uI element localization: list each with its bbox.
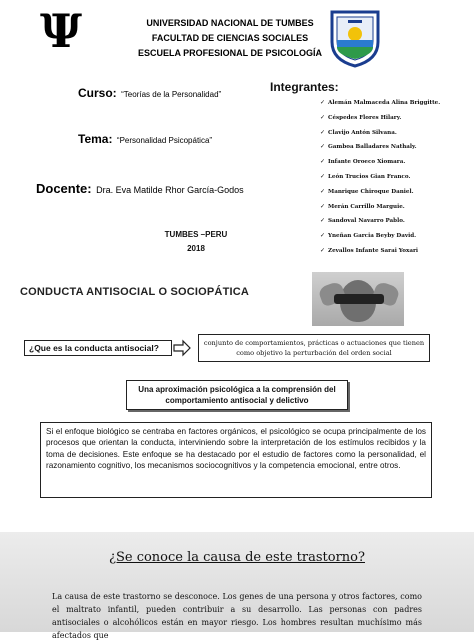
member-name: Manrique Chiroque Daniel. <box>328 188 414 195</box>
member-name: Gamboa Balladares Nathaly. <box>328 144 417 151</box>
slide-title: ¿Se conoce la causa de este trastorno? <box>109 550 365 565</box>
member-name: Céspedes Flores Hilary. <box>328 114 402 121</box>
member-item <box>320 244 440 259</box>
topic-value: “Personalidad Psicopática” <box>116 136 213 145</box>
member-name: Clavijo Antón Silvana. <box>328 129 397 136</box>
member-name: Infante Oroeco Xiomara. <box>328 159 406 166</box>
eye-band-shape <box>334 294 384 304</box>
location-city: TUMBES –PERU <box>164 230 228 239</box>
covered-face-photo <box>312 272 404 326</box>
course-value: “Teorías de la Personalidad” <box>121 90 222 99</box>
member-item <box>320 111 440 126</box>
definition-box: conjunto de comportamientos, prácticas o actuaciones que tienen como objetivo la perturbación del orden social <box>198 334 430 362</box>
course-label: Curso: <box>78 86 117 100</box>
slide-title: CONDUCTA ANTISOCIAL O SOCIOPÁTICA <box>20 286 250 298</box>
member-name: Zevallos Infante Sarai Yoxari <box>328 247 419 254</box>
university-header <box>120 16 340 61</box>
check-icon: ✓ <box>320 128 326 136</box>
member-item <box>320 96 440 111</box>
members-list <box>320 96 440 259</box>
members-title: Integrantes: <box>270 80 339 94</box>
check-icon: ✓ <box>320 187 326 195</box>
teacher-value: Dra. Eva Matilde Rhor García-Godos <box>96 185 244 195</box>
university-name: UNIVERSIDAD NACIONAL DE TUMBES <box>146 18 314 28</box>
member-item <box>320 200 440 215</box>
check-icon: ✓ <box>320 202 326 210</box>
member-item <box>320 155 440 170</box>
member-item <box>320 140 440 155</box>
topic-label: Tema: <box>78 132 113 146</box>
member-item <box>320 185 440 200</box>
member-item <box>320 229 440 244</box>
antisocial-slide <box>0 270 474 522</box>
approach-heading-box: Una aproximación psicológica a la comprensión del comportamiento antisocial y delictivo <box>126 380 348 410</box>
member-item <box>320 170 440 185</box>
member-item <box>320 214 440 229</box>
body-text-box: Si el enfoque biológico se centraba en factores orgánicos, el psicológico se ocupa principalmente de los procesos que orientan la conducta, interviniendo sobre la interpretación de los estímulos recibidos y la toma de decisiones. Este enfoque se ha destacado por el estudio de factores como la personalidad, el razonamiento cognitivo, los mecanismos sociocognitivos y la competencia emocional, entre otros. <box>40 422 432 498</box>
teacher-field <box>36 180 244 198</box>
question-box: ¿Que es la conducta antisocial? <box>24 340 172 356</box>
check-icon: ✓ <box>320 158 326 166</box>
arrow-right-icon <box>172 338 192 358</box>
body-paragraph: La causa de este trastorno se desconoce. Los genes de una persona y otros factores, como el maltrato infantil, pueden contribuir a su desarrollo. Las personas con padres antisociales o alcohólicos están en mayor riesgo. Los hombres resultan muchísimo más afectados que <box>52 592 422 640</box>
check-icon: ✓ <box>320 217 326 225</box>
school-name: ESCUELA PROFESIONAL DE PSICOLOGÍA <box>137 48 323 58</box>
member-name: Merán Carrillo Marguie. <box>328 203 405 210</box>
check-icon: ✓ <box>320 113 326 121</box>
teacher-label: Docente: <box>36 181 92 196</box>
course-field <box>78 84 221 102</box>
psi-logo-icon: Ψ <box>40 4 83 58</box>
faculty-name: FACULTAD DE CIENCIAS SOCIALES <box>151 33 309 43</box>
cause-slide <box>0 532 474 640</box>
university-seal-icon <box>328 8 382 68</box>
check-icon: ✓ <box>320 172 326 180</box>
check-icon: ✓ <box>320 143 326 151</box>
cover-slide <box>0 0 474 268</box>
member-name: Yneñan Garcia Beyby David. <box>328 233 417 240</box>
location-year: 2018 <box>187 244 205 253</box>
member-name: Sandoval Navarro Pablo. <box>328 218 405 225</box>
topic-field <box>78 130 212 148</box>
check-icon: ✓ <box>320 246 326 254</box>
member-item <box>320 126 440 141</box>
location-block <box>150 228 242 256</box>
check-icon: ✓ <box>320 232 326 240</box>
check-icon: ✓ <box>320 99 326 106</box>
member-name: Alemán Malmaceda Alina Briggitte. <box>328 100 441 106</box>
member-name: León Trucios Gian Franco. <box>328 173 411 180</box>
